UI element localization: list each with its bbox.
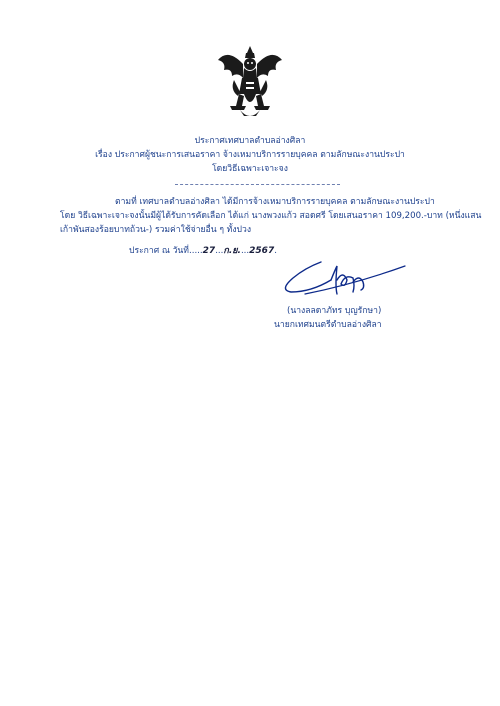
date-year: 2567 xyxy=(249,246,275,256)
announcement-date: ประกาศ ณ วันที่.....27...ก.ย....2567. xyxy=(129,246,277,256)
body-line-2: โดย วิธีเฉพาะเจาะจงนั้นมีผู้ได้รับการคัดเลือก ได้แก่ นางพวงแก้ว สอดศรี โดยเสนอราคา 109,200.-บาท (หนึ่งแสน xyxy=(60,211,482,221)
garuda-emblem-icon xyxy=(216,44,284,124)
body-line-3: เก้าพันสองร้อยบาทถ้วน-) รวมค่าใช้จ่ายอื่น ๆ ทั้งปวง xyxy=(60,225,252,235)
handwritten-signature xyxy=(275,258,410,300)
signer-title: นายกเทศมนตรีตำบลอ่างศิลา xyxy=(274,320,382,330)
date-prefix: ประกาศ ณ วันที่ xyxy=(129,246,189,256)
separator-line xyxy=(175,184,340,185)
body-line-1: ตามที่ เทศบาลตำบลอ่างศิลา ได้มีการจ้างเหมาบริการรายบุคคล ตามลักษณะงานประปา xyxy=(115,197,435,207)
method-line: โดยวิธีเฉพาะเจาะจง xyxy=(212,164,288,174)
date-day: 27 xyxy=(202,246,216,256)
date-month: ก.ย. xyxy=(223,246,241,256)
signer-name: (นางลลดาภัทร บุญรักษา) xyxy=(287,306,382,316)
subject-line: เรื่อง ประกาศผู้ชนะการเสนอราคา จ้างเหมาบริการรายบุคคล ตามลักษณะงานประปา xyxy=(95,150,405,160)
agency-title: ประกาศเทศบาลตำบลอ่างศิลา xyxy=(194,136,306,146)
